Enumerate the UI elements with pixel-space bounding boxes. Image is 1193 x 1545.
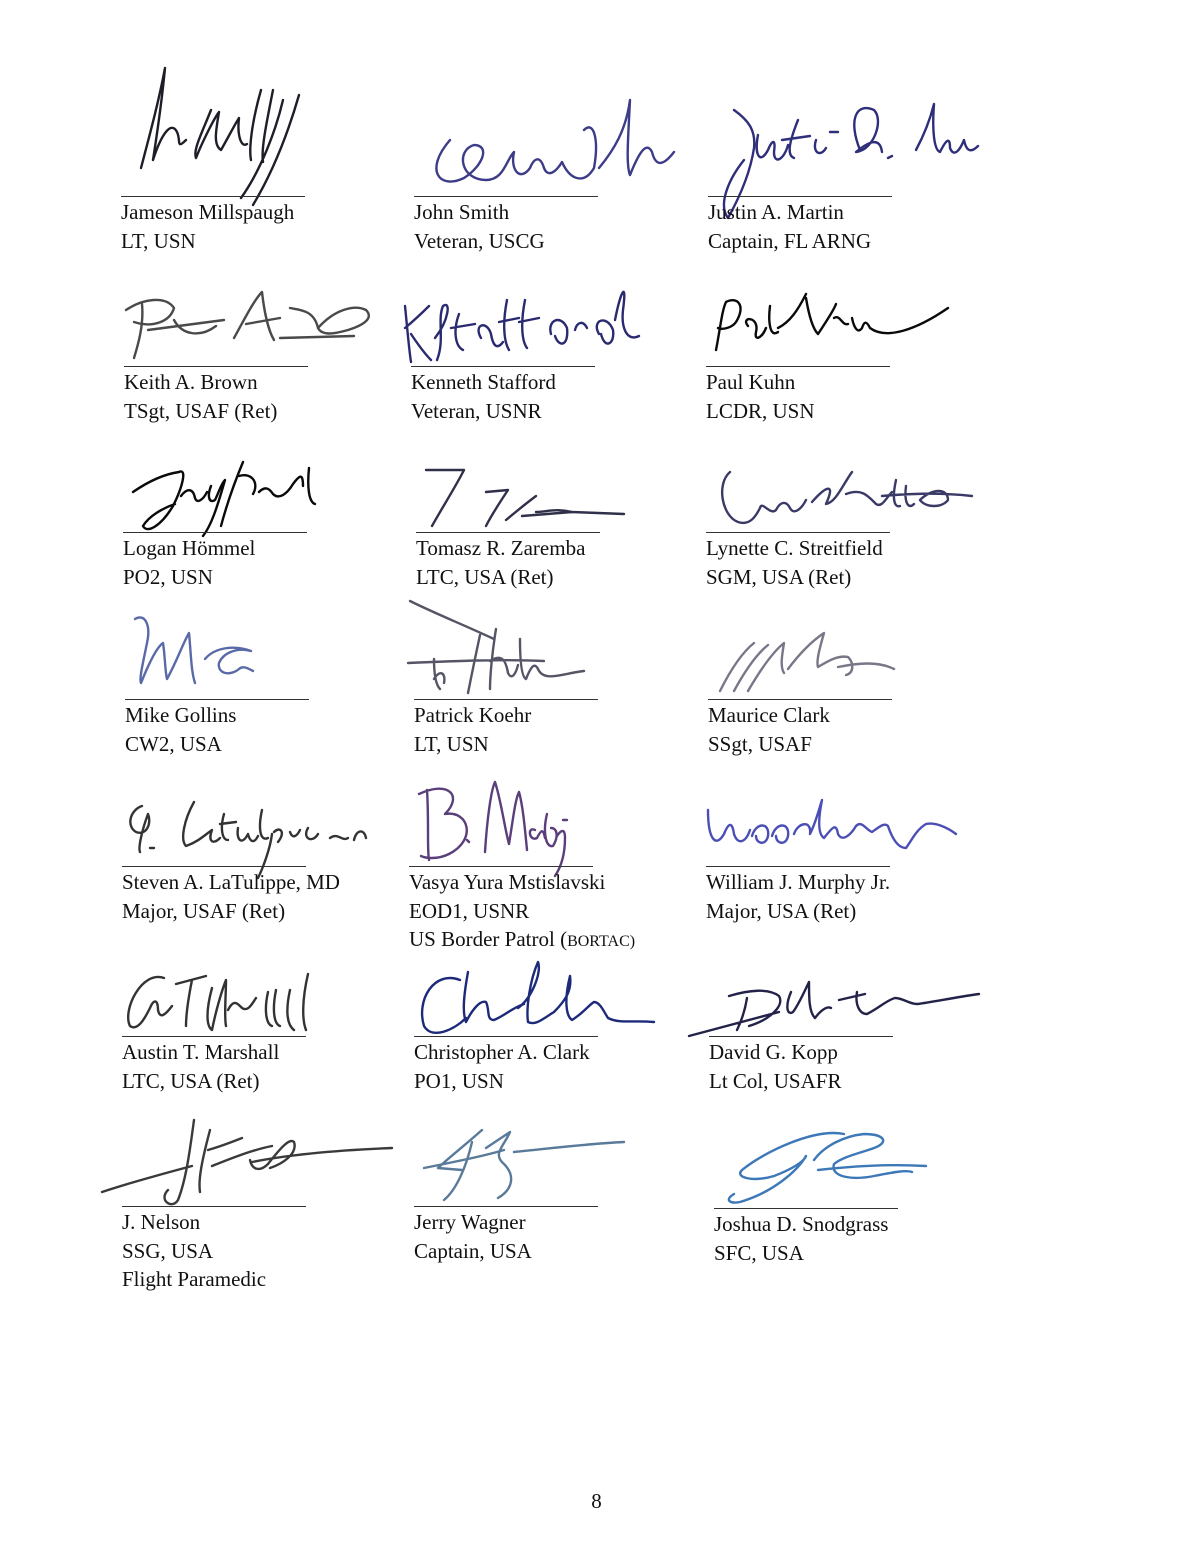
handwritten-signature (694, 1052, 1014, 1212)
handwritten-signature (396, 376, 716, 536)
signature-line (123, 532, 307, 533)
handwritten-signature (394, 1050, 714, 1210)
signatory-name: Joshua D. Snodgrass (714, 1212, 889, 1236)
signatory-title: EOD1, USNR (409, 898, 530, 923)
signatory-title: LT, USN (414, 731, 489, 756)
signatory-title: Veteran, USCG (414, 228, 545, 253)
signatory-name: Austin T. Marshall (122, 1040, 280, 1064)
signature-line (706, 532, 890, 533)
signatory-name: Steven A. LaTulippe, MD (122, 870, 340, 894)
signatory-title: TSgt, USAF (Ret) (124, 398, 278, 423)
signatory-name: Patrick Koehr (414, 703, 532, 727)
signature-line (124, 366, 308, 367)
handwritten-signature (389, 710, 709, 870)
signature-line (414, 1206, 598, 1207)
signature-line (706, 366, 890, 367)
signature-line (122, 866, 306, 867)
handwritten-signature (686, 710, 1006, 870)
signatory-name: David G. Kopp (709, 1040, 838, 1064)
handwritten-signature (102, 880, 422, 1040)
signatory-name: Tomasz R. Zaremba (416, 536, 586, 560)
signatory-title: Lt Col, USAFR (709, 1068, 842, 1093)
signature-line (708, 196, 892, 197)
handwritten-signature (394, 40, 714, 200)
handwritten-signature (686, 376, 1006, 536)
signatory-title: LTC, USA (Ret) (122, 1068, 260, 1093)
handwritten-signature (689, 880, 1009, 1040)
handwritten-signature (101, 40, 421, 200)
handwritten-signature (104, 210, 424, 370)
signatory-title: LTC, USA (Ret) (416, 564, 554, 589)
signature-line (714, 1208, 898, 1209)
signature-line (125, 699, 309, 700)
signatory-name: Jameson Millspaugh (121, 200, 295, 224)
signatory-name: Paul Kuhn (706, 370, 796, 394)
signature-line (121, 196, 305, 197)
signatory-title: Captain, USA (414, 1238, 532, 1263)
signature-line (411, 366, 595, 367)
signature-line (414, 1036, 598, 1037)
handwritten-signature (391, 210, 711, 370)
signatory-name: J. Nelson (122, 1210, 201, 1234)
handwritten-signature (394, 880, 714, 1040)
handwritten-signature (686, 210, 1006, 370)
affiliation-main: US Border Patrol ( (409, 927, 568, 951)
page-number: 8 (591, 1489, 602, 1513)
signatory-title: SFC, USA (714, 1240, 804, 1265)
signatory-title: SGM, USA (Ret) (706, 564, 852, 589)
signatory-title: LCDR, USN (706, 398, 815, 423)
signatory-title: Veteran, USNR (411, 398, 542, 423)
signatory-title: Captain, FL ARNG (708, 228, 872, 253)
signatory-name: Lynette C. Streitfield (706, 536, 883, 560)
signature-line (122, 1206, 306, 1207)
signatory-name: Keith A. Brown (124, 370, 258, 394)
signature-line (706, 866, 890, 867)
signatory-title: SSgt, USAF (708, 731, 812, 756)
handwritten-signature (105, 543, 425, 703)
handwritten-signature (102, 710, 422, 870)
handwritten-signature (688, 543, 1008, 703)
signatory-name: Christopher A. Clark (414, 1040, 590, 1064)
handwritten-signature (688, 40, 1008, 200)
signatory-affiliation: Flight Paramedic (122, 1267, 267, 1291)
affiliation-acronym: BORTAC) (567, 933, 636, 950)
signatory-title: CW2, USA (125, 731, 222, 756)
signatory-name: Vasya Yura Mstislavski (409, 870, 606, 894)
signatory-title: LT, USN (121, 228, 196, 253)
signature-line (414, 196, 598, 197)
handwritten-signature (394, 543, 714, 703)
signature-line (708, 699, 892, 700)
signature-line (416, 532, 600, 533)
signatory-name: Jerry Wagner (414, 1210, 526, 1234)
signature-line (122, 1036, 306, 1037)
handwritten-signature (102, 1050, 422, 1210)
signatory-name: Maurice Clark (708, 703, 830, 727)
signatory-name: Mike Gollins (125, 703, 237, 727)
signatory-title: Major, USAF (Ret) (122, 898, 286, 923)
signatory-name: Justin A. Martin (708, 200, 844, 224)
signatory-title: Major, USA (Ret) (706, 898, 857, 923)
signatory-title: SSG, USA (122, 1238, 214, 1263)
signatory-name: Kenneth Stafford (411, 370, 556, 394)
signatory-name: Logan Hömmel (123, 536, 256, 560)
handwritten-signature (103, 376, 423, 536)
signature-line (409, 866, 593, 867)
signature-line (414, 699, 598, 700)
signature-line (709, 1036, 893, 1037)
signatory-title: PO1, USN (414, 1068, 504, 1093)
signatory-title: PO2, USN (123, 564, 213, 589)
signatory-name: William J. Murphy Jr. (706, 870, 891, 894)
signatory-name: John Smith (414, 200, 510, 224)
